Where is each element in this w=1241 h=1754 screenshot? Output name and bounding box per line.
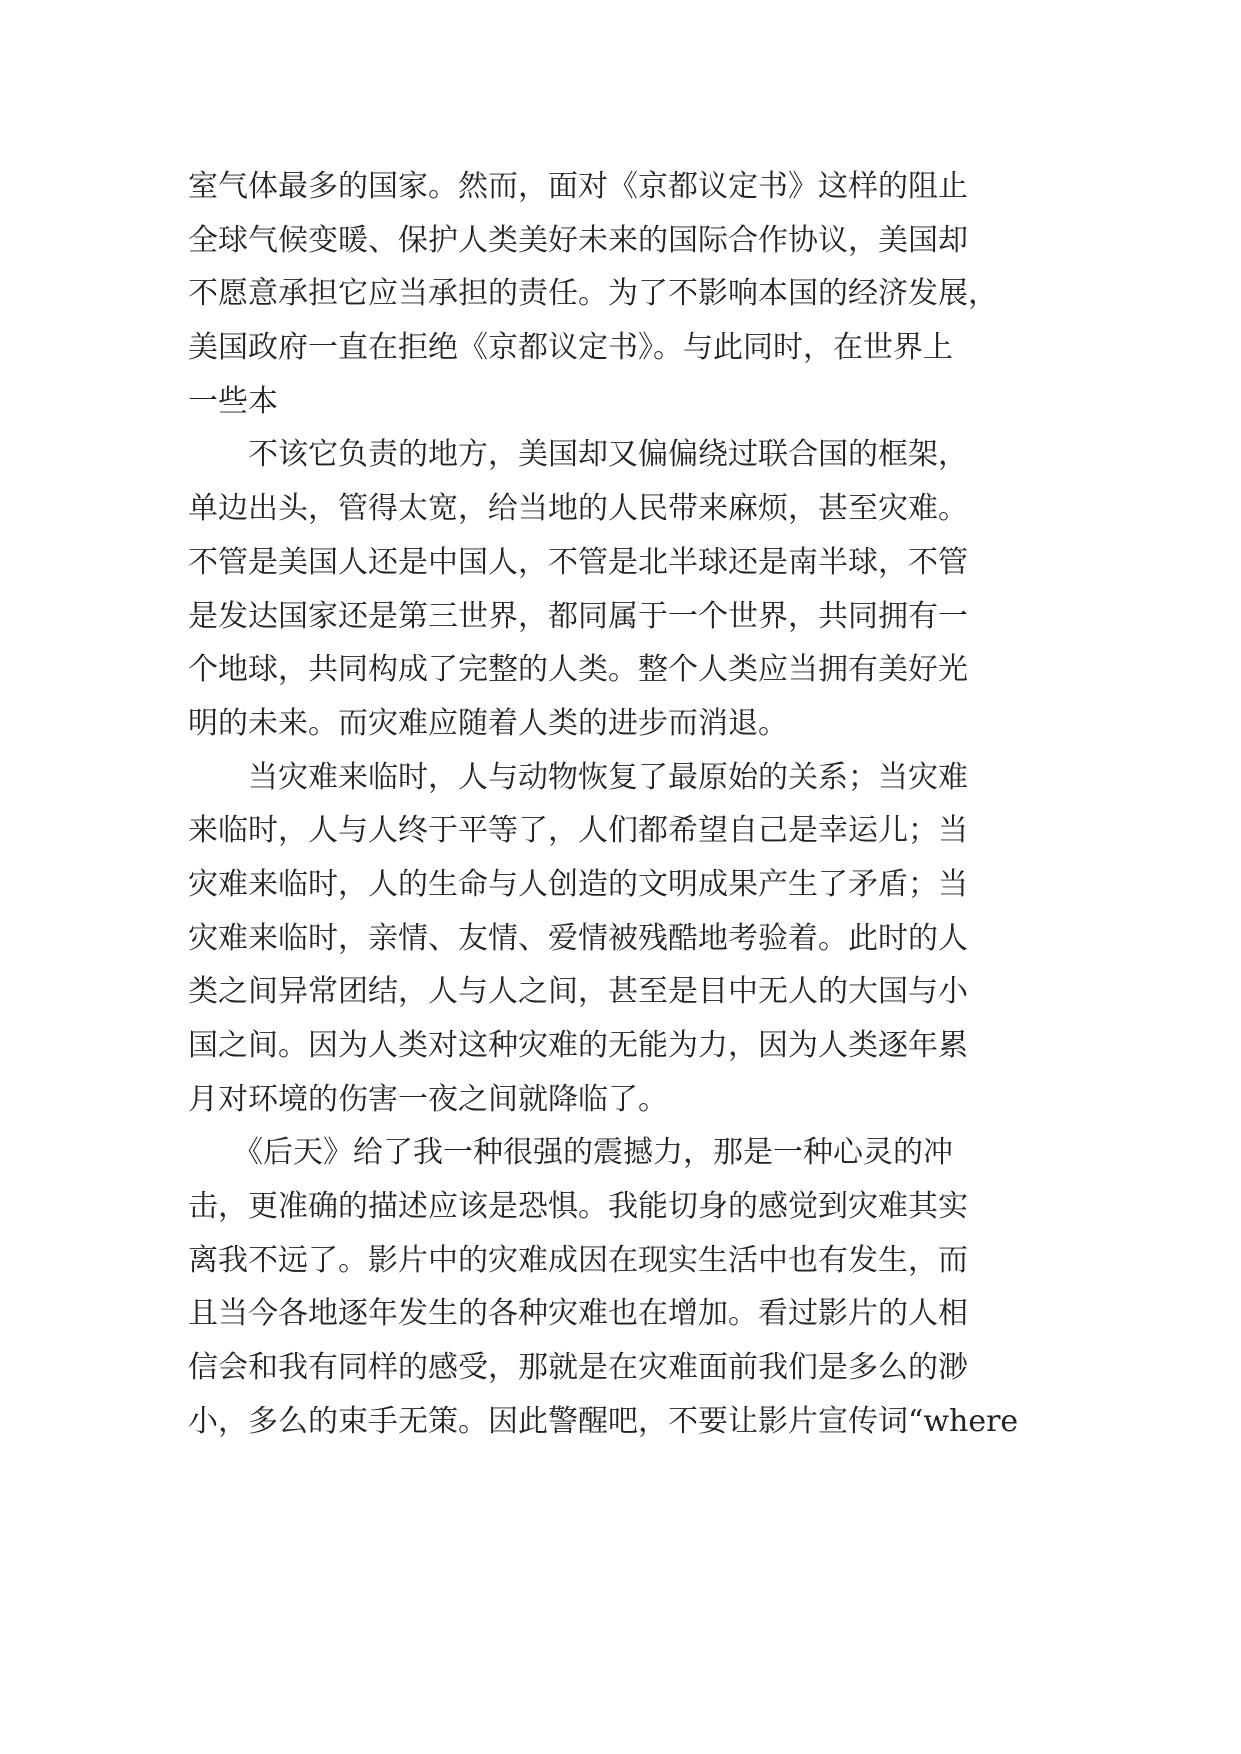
text-line: 不愿意承担它应当承担的责任。为了不影响本国的经济发展， <box>188 276 998 312</box>
text-line: 当灾难来临时，人与动物恢复了最原始的关系；当灾难 <box>188 759 968 795</box>
text-line: 不管是美国人还是中国人，不管是北半球还是南半球，不管 <box>188 544 968 580</box>
text-line: 全球气候变暖、保护人类美好未来的国际合作协议，美国却 <box>188 222 968 258</box>
text-line: 单边出头，管得太宽，给当地的人民带来麻烦，甚至灾难。 <box>188 491 968 527</box>
text-line: 击，更准确的描述应该是恐惧。我能切身的感觉到灾难其实 <box>188 1189 968 1225</box>
text-line: 灾难来临时，亲情、友情、爱情被残酷地考验着。此时的人 <box>188 920 968 956</box>
text-line: 灾难来临时，人的生命与人创造的文明成果产生了矛盾；当 <box>188 866 968 902</box>
text-line: 《后天》给了我一种很强的震撼力，那是一种心灵的冲 <box>188 1135 953 1171</box>
text-line: 月对环境的伤害一夜之间就降临了。 <box>188 1081 668 1117</box>
text-line: 室气体最多的国家。然而，面对《京都议定书》这样的阻止 <box>188 169 968 204</box>
text-line: 一些本 <box>188 383 278 419</box>
text-line: 个地球，共同构成了完整的人类。整个人类应当拥有美好光 <box>188 652 968 688</box>
text-line: 信会和我有同样的感受，那就是在灾难面前我们是多么的渺 <box>188 1350 968 1386</box>
text-line: 不该它负责的地方，美国却又偏偏绕过联合国的框架， <box>188 437 968 473</box>
text-line: 小，多么的束手无策。因此警醒吧，不要让影片宣传词“where <box>188 1403 1019 1439</box>
text-line: 且当今各地逐年发生的各种灾难也在增加。看过影片的人相 <box>188 1296 968 1332</box>
text-line: 国之间。因为人类对这种灾难的无能为力，因为人类逐年累 <box>188 1028 968 1063</box>
text-line: 离我不远了。影片中的灾难成因在现实生活中也有发生，而 <box>188 1242 968 1278</box>
text-line: 明的未来。而灾难应随着人类的进步而消退。 <box>188 705 788 741</box>
text-line: 来临时，人与人终于平等了，人们都希望自己是幸运儿；当 <box>188 813 968 849</box>
text-line: 是发达国家还是第三世界，都同属于一个世界，共同拥有一 <box>188 598 968 634</box>
body-text <box>188 160 1088 1449</box>
text-line: 类之间异常团结，人与人之间，甚至是目中无人的大国与小 <box>188 974 968 1010</box>
text-line: 美国政府一直在拒绝《京都议定书》。与此同时，在世界上 <box>188 330 953 366</box>
